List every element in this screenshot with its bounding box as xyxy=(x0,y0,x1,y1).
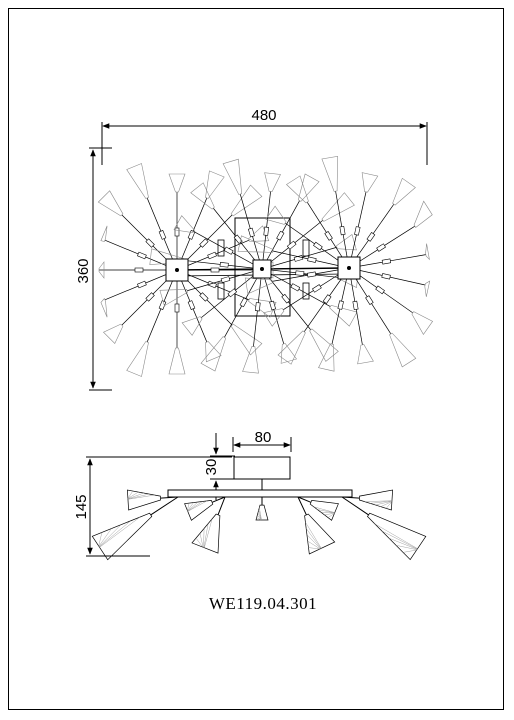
side-arm-5 xyxy=(256,497,268,520)
top-view-height-dimension xyxy=(89,148,112,390)
side-arm-1 xyxy=(92,497,178,560)
side-arm-3 xyxy=(185,497,225,520)
side-arm-8 xyxy=(342,497,426,560)
top-view-width-dimension xyxy=(102,122,427,165)
top-view-fixture xyxy=(98,156,432,376)
total-height-label: 145 xyxy=(73,494,90,520)
side-view-fixture xyxy=(92,457,426,560)
ceiling-canopy xyxy=(234,457,290,479)
canopy-width-label: 80 xyxy=(254,429,272,446)
side-arm-6 xyxy=(298,497,335,554)
top-view-height-label: 360 xyxy=(75,258,92,284)
side-arm-7 xyxy=(298,497,338,520)
side-arm-4 xyxy=(192,497,225,553)
top-view-width-label: 480 xyxy=(251,107,277,124)
canopy-height-label: 30 xyxy=(203,458,220,476)
side-arms xyxy=(92,490,426,560)
side-frame-bar xyxy=(168,490,352,497)
model-code: WE119.04.301 xyxy=(208,594,318,613)
